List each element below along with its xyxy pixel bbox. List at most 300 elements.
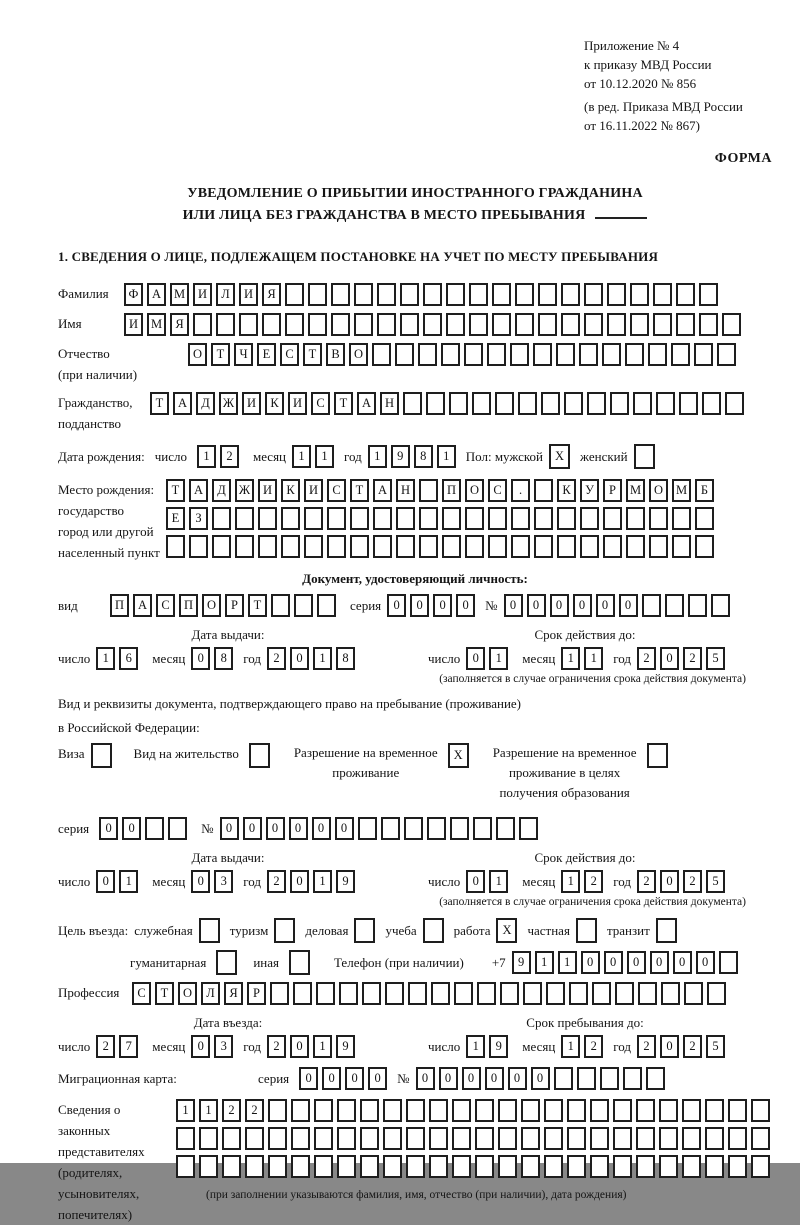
char-cell[interactable] (659, 1127, 678, 1150)
char-cell[interactable]: Я (224, 982, 243, 1005)
char-cell[interactable] (166, 535, 185, 558)
char-cell[interactable]: 0 (508, 1067, 527, 1090)
char-cell[interactable]: 3 (214, 1035, 233, 1058)
char-cell[interactable] (610, 392, 629, 415)
char-cell[interactable] (695, 507, 714, 530)
temp-residence-edu-checkbox[interactable] (647, 743, 668, 768)
char-cell[interactable] (613, 1155, 632, 1178)
char-cell[interactable] (707, 982, 726, 1005)
char-cell[interactable]: 0 (573, 594, 592, 617)
char-cell[interactable] (488, 535, 507, 558)
char-cell[interactable]: 0 (531, 1067, 550, 1090)
char-cell[interactable] (475, 1099, 494, 1122)
char-cell[interactable]: 0 (290, 1035, 309, 1058)
char-cell[interactable]: 2 (584, 1035, 603, 1058)
char-cell[interactable]: 2 (637, 870, 656, 893)
char-cell[interactable]: 1 (561, 1035, 580, 1058)
char-cell[interactable] (145, 817, 164, 840)
char-cell[interactable] (590, 1155, 609, 1178)
char-cell[interactable] (534, 507, 553, 530)
char-cell[interactable]: 0 (266, 817, 285, 840)
visa-checkbox[interactable] (91, 743, 112, 768)
char-cell[interactable]: Я (170, 313, 189, 336)
char-cell[interactable] (584, 283, 603, 306)
char-cell[interactable]: 9 (391, 445, 410, 468)
char-cell[interactable] (281, 507, 300, 530)
char-cell[interactable] (638, 982, 657, 1005)
char-cell[interactable] (176, 1155, 195, 1178)
char-cell[interactable]: 0 (504, 594, 523, 617)
char-cell[interactable] (381, 817, 400, 840)
char-cell[interactable] (751, 1127, 770, 1150)
char-cell[interactable]: О (465, 479, 484, 502)
char-cell[interactable] (199, 1155, 218, 1178)
char-cell[interactable] (308, 283, 327, 306)
char-cell[interactable]: Е (257, 343, 276, 366)
char-cell[interactable] (511, 535, 530, 558)
char-cell[interactable] (695, 535, 714, 558)
char-cell[interactable] (705, 1099, 724, 1122)
char-cell[interactable] (496, 817, 515, 840)
char-cell[interactable]: Ж (235, 479, 254, 502)
char-cell[interactable] (515, 313, 534, 336)
char-cell[interactable]: 1 (313, 1035, 332, 1058)
char-cell[interactable] (630, 283, 649, 306)
char-cell[interactable] (630, 313, 649, 336)
char-cell[interactable] (475, 1127, 494, 1150)
char-cell[interactable] (446, 313, 465, 336)
char-cell[interactable] (473, 817, 492, 840)
char-cell[interactable] (510, 343, 529, 366)
char-cell[interactable] (450, 817, 469, 840)
char-cell[interactable] (613, 1127, 632, 1150)
char-cell[interactable]: О (649, 479, 668, 502)
char-cell[interactable]: 1 (437, 445, 456, 468)
char-cell[interactable]: 0 (660, 1035, 679, 1058)
char-cell[interactable] (245, 1127, 264, 1150)
char-cell[interactable] (544, 1155, 563, 1178)
char-cell[interactable]: 0 (299, 1067, 318, 1090)
char-cell[interactable]: 3 (214, 870, 233, 893)
char-cell[interactable] (495, 392, 514, 415)
char-cell[interactable] (659, 1099, 678, 1122)
sex-female-checkbox[interactable] (634, 444, 655, 469)
char-cell[interactable] (199, 1127, 218, 1150)
char-cell[interactable] (544, 1127, 563, 1150)
char-cell[interactable]: Л (216, 283, 235, 306)
char-cell[interactable]: 1 (489, 870, 508, 893)
char-cell[interactable] (304, 507, 323, 530)
char-cell[interactable] (519, 817, 538, 840)
char-cell[interactable] (419, 535, 438, 558)
char-cell[interactable] (518, 392, 537, 415)
char-cell[interactable]: Т (150, 392, 169, 415)
char-cell[interactable]: 1 (561, 647, 580, 670)
char-cell[interactable] (699, 313, 718, 336)
char-cell[interactable]: 0 (345, 1067, 364, 1090)
char-cell[interactable]: 2 (683, 647, 702, 670)
char-cell[interactable] (360, 1099, 379, 1122)
char-cell[interactable] (423, 313, 442, 336)
char-cell[interactable]: 1 (368, 445, 387, 468)
char-cell[interactable]: С (156, 594, 175, 617)
char-cell[interactable] (339, 982, 358, 1005)
char-cell[interactable] (676, 313, 695, 336)
char-cell[interactable]: О (202, 594, 221, 617)
char-cell[interactable] (615, 982, 634, 1005)
char-cell[interactable]: 2 (267, 647, 286, 670)
char-cell[interactable] (580, 507, 599, 530)
char-cell[interactable] (498, 1099, 517, 1122)
char-cell[interactable]: 1 (197, 445, 216, 468)
char-cell[interactable]: 0 (660, 647, 679, 670)
char-cell[interactable] (567, 1155, 586, 1178)
char-cell[interactable]: 0 (243, 817, 262, 840)
char-cell[interactable] (362, 982, 381, 1005)
char-cell[interactable]: Д (196, 392, 215, 415)
char-cell[interactable]: Т (248, 594, 267, 617)
char-cell[interactable] (534, 535, 553, 558)
char-cell[interactable] (396, 507, 415, 530)
char-cell[interactable]: 0 (122, 817, 141, 840)
char-cell[interactable] (602, 343, 621, 366)
char-cell[interactable]: П (110, 594, 129, 617)
char-cell[interactable]: К (265, 392, 284, 415)
char-cell[interactable] (331, 313, 350, 336)
char-cell[interactable]: 2 (637, 647, 656, 670)
char-cell[interactable] (659, 1155, 678, 1178)
char-cell[interactable]: 9 (336, 1035, 355, 1058)
char-cell[interactable]: 2 (683, 1035, 702, 1058)
char-cell[interactable]: Р (247, 982, 266, 1005)
char-cell[interactable] (688, 594, 707, 617)
char-cell[interactable]: 0 (550, 594, 569, 617)
char-cell[interactable] (561, 283, 580, 306)
char-cell[interactable]: И (304, 479, 323, 502)
char-cell[interactable] (590, 1099, 609, 1122)
char-cell[interactable] (469, 283, 488, 306)
char-cell[interactable] (308, 313, 327, 336)
char-cell[interactable]: 0 (290, 870, 309, 893)
char-cell[interactable] (337, 1155, 356, 1178)
char-cell[interactable] (725, 392, 744, 415)
char-cell[interactable]: А (357, 392, 376, 415)
char-cell[interactable] (728, 1099, 747, 1122)
char-cell[interactable] (672, 507, 691, 530)
char-cell[interactable] (400, 313, 419, 336)
char-cell[interactable] (373, 507, 392, 530)
purpose-humanitarian-checkbox[interactable] (216, 950, 237, 975)
char-cell[interactable] (649, 535, 668, 558)
char-cell[interactable]: 1 (315, 445, 334, 468)
char-cell[interactable] (603, 535, 622, 558)
char-cell[interactable]: Д (212, 479, 231, 502)
char-cell[interactable]: 0 (416, 1067, 435, 1090)
char-cell[interactable] (751, 1099, 770, 1122)
char-cell[interactable] (646, 1067, 665, 1090)
char-cell[interactable]: И (288, 392, 307, 415)
residence-permit-checkbox[interactable] (249, 743, 270, 768)
char-cell[interactable]: 1 (535, 951, 554, 974)
char-cell[interactable] (304, 535, 323, 558)
char-cell[interactable]: 0 (627, 951, 646, 974)
char-cell[interactable] (682, 1127, 701, 1150)
char-cell[interactable]: 6 (119, 647, 138, 670)
char-cell[interactable] (511, 507, 530, 530)
char-cell[interactable]: Л (201, 982, 220, 1005)
char-cell[interactable] (488, 507, 507, 530)
char-cell[interactable] (258, 507, 277, 530)
char-cell[interactable] (521, 1099, 540, 1122)
char-cell[interactable]: 0 (696, 951, 715, 974)
char-cell[interactable] (487, 343, 506, 366)
char-cell[interactable]: 5 (706, 647, 725, 670)
char-cell[interactable] (419, 479, 438, 502)
char-cell[interactable] (176, 1127, 195, 1150)
char-cell[interactable] (216, 313, 235, 336)
char-cell[interactable]: 2 (637, 1035, 656, 1058)
char-cell[interactable] (285, 283, 304, 306)
char-cell[interactable]: А (147, 283, 166, 306)
char-cell[interactable] (293, 982, 312, 1005)
char-cell[interactable]: М (626, 479, 645, 502)
char-cell[interactable] (498, 1155, 517, 1178)
char-cell[interactable] (569, 982, 588, 1005)
char-cell[interactable]: И (258, 479, 277, 502)
char-cell[interactable] (682, 1155, 701, 1178)
char-cell[interactable] (408, 982, 427, 1005)
char-cell[interactable] (377, 283, 396, 306)
char-cell[interactable] (222, 1127, 241, 1150)
char-cell[interactable] (584, 313, 603, 336)
char-cell[interactable]: Р (603, 479, 622, 502)
char-cell[interactable] (406, 1155, 425, 1178)
char-cell[interactable] (317, 594, 336, 617)
char-cell[interactable] (281, 535, 300, 558)
char-cell[interactable] (623, 1067, 642, 1090)
char-cell[interactable] (395, 343, 414, 366)
char-cell[interactable]: 1 (292, 445, 311, 468)
char-cell[interactable] (400, 283, 419, 306)
char-cell[interactable]: О (178, 982, 197, 1005)
char-cell[interactable] (465, 535, 484, 558)
char-cell[interactable]: 0 (604, 951, 623, 974)
char-cell[interactable]: 2 (267, 1035, 286, 1058)
char-cell[interactable] (418, 343, 437, 366)
char-cell[interactable] (554, 1067, 573, 1090)
char-cell[interactable]: С (311, 392, 330, 415)
char-cell[interactable] (636, 1127, 655, 1150)
char-cell[interactable]: И (193, 283, 212, 306)
char-cell[interactable] (590, 1127, 609, 1150)
char-cell[interactable]: А (189, 479, 208, 502)
char-cell[interactable] (728, 1155, 747, 1178)
char-cell[interactable]: 2 (683, 870, 702, 893)
char-cell[interactable] (239, 313, 258, 336)
char-cell[interactable] (235, 507, 254, 530)
char-cell[interactable]: 0 (99, 817, 118, 840)
char-cell[interactable]: 8 (414, 445, 433, 468)
char-cell[interactable]: 9 (336, 870, 355, 893)
char-cell[interactable] (168, 817, 187, 840)
char-cell[interactable]: П (179, 594, 198, 617)
char-cell[interactable]: Т (303, 343, 322, 366)
char-cell[interactable] (607, 313, 626, 336)
char-cell[interactable]: 0 (485, 1067, 504, 1090)
char-cell[interactable] (705, 1155, 724, 1178)
char-cell[interactable]: 0 (581, 951, 600, 974)
char-cell[interactable] (567, 1099, 586, 1122)
char-cell[interactable]: И (242, 392, 261, 415)
char-cell[interactable] (633, 392, 652, 415)
char-cell[interactable]: 8 (214, 647, 233, 670)
char-cell[interactable] (719, 951, 738, 974)
char-cell[interactable] (291, 1155, 310, 1178)
char-cell[interactable] (268, 1127, 287, 1150)
char-cell[interactable]: Ж (219, 392, 238, 415)
char-cell[interactable]: Т (334, 392, 353, 415)
char-cell[interactable] (235, 535, 254, 558)
purpose-private-checkbox[interactable] (576, 918, 597, 943)
char-cell[interactable]: 0 (439, 1067, 458, 1090)
char-cell[interactable] (541, 392, 560, 415)
char-cell[interactable] (672, 535, 691, 558)
char-cell[interactable] (728, 1127, 747, 1150)
char-cell[interactable] (442, 535, 461, 558)
char-cell[interactable] (613, 1099, 632, 1122)
char-cell[interactable]: Я (262, 283, 281, 306)
char-cell[interactable] (567, 1127, 586, 1150)
char-cell[interactable] (538, 283, 557, 306)
char-cell[interactable] (521, 1127, 540, 1150)
char-cell[interactable] (649, 507, 668, 530)
char-cell[interactable]: М (147, 313, 166, 336)
char-cell[interactable]: 5 (706, 870, 725, 893)
char-cell[interactable]: 0 (322, 1067, 341, 1090)
char-cell[interactable]: Т (350, 479, 369, 502)
char-cell[interactable]: Е (166, 507, 185, 530)
char-cell[interactable] (592, 982, 611, 1005)
char-cell[interactable] (262, 313, 281, 336)
char-cell[interactable] (717, 343, 736, 366)
char-cell[interactable] (561, 313, 580, 336)
char-cell[interactable]: 0 (466, 647, 485, 670)
char-cell[interactable] (671, 343, 690, 366)
char-cell[interactable] (661, 982, 680, 1005)
char-cell[interactable]: 0 (335, 817, 354, 840)
char-cell[interactable]: С (327, 479, 346, 502)
char-cell[interactable] (291, 1127, 310, 1150)
char-cell[interactable] (327, 507, 346, 530)
char-cell[interactable]: Н (380, 392, 399, 415)
char-cell[interactable] (577, 1067, 596, 1090)
char-cell[interactable] (472, 392, 491, 415)
char-cell[interactable] (258, 535, 277, 558)
char-cell[interactable]: 2 (222, 1099, 241, 1122)
char-cell[interactable]: 0 (619, 594, 638, 617)
char-cell[interactable] (676, 283, 695, 306)
char-cell[interactable]: 0 (220, 817, 239, 840)
char-cell[interactable]: И (239, 283, 258, 306)
char-cell[interactable]: 0 (410, 594, 429, 617)
char-cell[interactable]: 1 (558, 951, 577, 974)
char-cell[interactable] (498, 1127, 517, 1150)
char-cell[interactable]: А (173, 392, 192, 415)
char-cell[interactable] (291, 1099, 310, 1122)
char-cell[interactable] (751, 1155, 770, 1178)
char-cell[interactable]: 0 (462, 1067, 481, 1090)
char-cell[interactable] (193, 313, 212, 336)
char-cell[interactable]: 0 (527, 594, 546, 617)
char-cell[interactable]: 0 (368, 1067, 387, 1090)
char-cell[interactable] (694, 343, 713, 366)
purpose-work-checkbox[interactable]: X (496, 918, 517, 943)
sex-male-checkbox[interactable]: X (549, 444, 570, 469)
char-cell[interactable]: П (442, 479, 461, 502)
char-cell[interactable] (515, 283, 534, 306)
char-cell[interactable]: 1 (176, 1099, 195, 1122)
char-cell[interactable]: 0 (456, 594, 475, 617)
char-cell[interactable] (429, 1155, 448, 1178)
char-cell[interactable]: О (188, 343, 207, 366)
char-cell[interactable] (579, 343, 598, 366)
char-cell[interactable]: Т (155, 982, 174, 1005)
char-cell[interactable] (684, 982, 703, 1005)
char-cell[interactable] (189, 535, 208, 558)
char-cell[interactable] (419, 507, 438, 530)
char-cell[interactable] (648, 343, 667, 366)
char-cell[interactable] (679, 392, 698, 415)
char-cell[interactable] (429, 1099, 448, 1122)
char-cell[interactable]: С (488, 479, 507, 502)
char-cell[interactable]: 9 (489, 1035, 508, 1058)
char-cell[interactable]: 0 (289, 817, 308, 840)
char-cell[interactable]: И (124, 313, 143, 336)
char-cell[interactable]: 8 (336, 647, 355, 670)
char-cell[interactable] (544, 1099, 563, 1122)
char-cell[interactable]: А (133, 594, 152, 617)
purpose-business-checkbox[interactable] (199, 918, 220, 943)
char-cell[interactable] (521, 1155, 540, 1178)
char-cell[interactable]: 1 (119, 870, 138, 893)
char-cell[interactable] (452, 1127, 471, 1150)
char-cell[interactable] (587, 392, 606, 415)
char-cell[interactable] (423, 283, 442, 306)
char-cell[interactable] (354, 313, 373, 336)
char-cell[interactable] (722, 313, 741, 336)
char-cell[interactable]: 5 (706, 1035, 725, 1058)
char-cell[interactable] (245, 1155, 264, 1178)
char-cell[interactable] (360, 1127, 379, 1150)
char-cell[interactable] (653, 313, 672, 336)
char-cell[interactable] (396, 535, 415, 558)
char-cell[interactable]: 2 (267, 870, 286, 893)
char-cell[interactable]: К (557, 479, 576, 502)
char-cell[interactable] (314, 1127, 333, 1150)
char-cell[interactable] (705, 1127, 724, 1150)
char-cell[interactable] (452, 1099, 471, 1122)
purpose-commercial-checkbox[interactable] (354, 918, 375, 943)
char-cell[interactable] (625, 343, 644, 366)
char-cell[interactable] (383, 1155, 402, 1178)
char-cell[interactable]: Р (225, 594, 244, 617)
char-cell[interactable] (454, 982, 473, 1005)
char-cell[interactable]: 1 (96, 647, 115, 670)
char-cell[interactable]: 1 (584, 647, 603, 670)
char-cell[interactable] (268, 1155, 287, 1178)
char-cell[interactable]: 1 (199, 1099, 218, 1122)
char-cell[interactable]: 9 (512, 951, 531, 974)
